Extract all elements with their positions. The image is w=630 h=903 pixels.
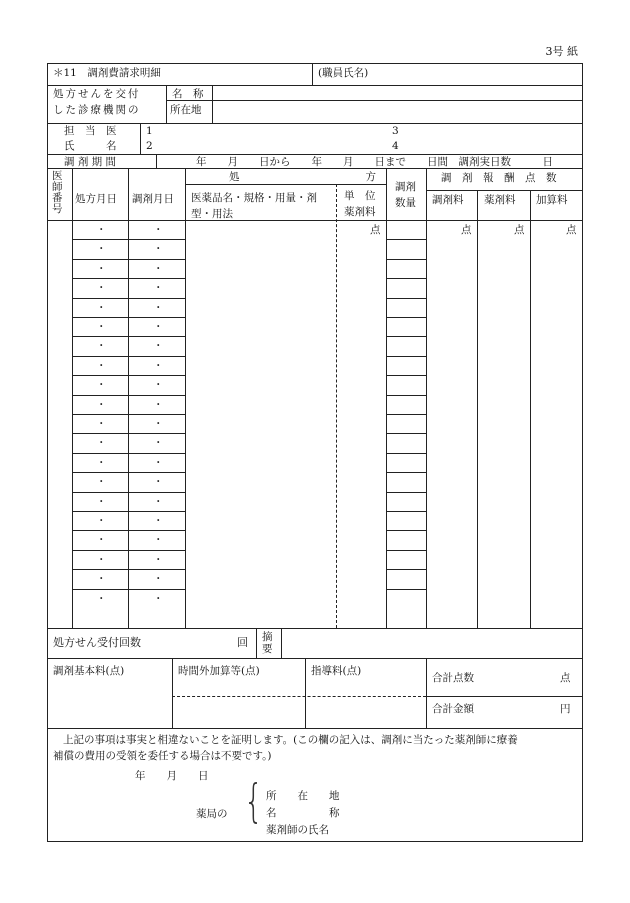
table-row[interactable] [48,375,582,394]
unit-point-dispensing-fee: 点 [461,224,472,236]
col-drug-info: 医薬品名・規格・用量・剤型・用法 [191,192,317,220]
date-dot: ・ [96,398,107,411]
date-dot: ・ [96,243,107,256]
date-dot: ・ [96,340,107,353]
col-qty-line2: 数量 [395,197,416,209]
table-row[interactable] [48,511,582,530]
date-dot: ・ [96,301,107,314]
receipt-label: 処方せん受付回数 [53,636,141,649]
pharmacy-info-field[interactable] [350,788,580,838]
date-dot: ・ [153,282,164,295]
clinic-name-field[interactable] [213,86,582,100]
table-row[interactable] [48,298,582,317]
table-row[interactable] [48,550,582,569]
doctor-slot-4[interactable]: 4 [392,140,399,152]
pharmacy-brace-icon: { [244,776,264,829]
table-row[interactable] [48,220,582,239]
date-dot: ・ [96,573,107,586]
table-row[interactable] [48,317,582,336]
date-dot: ・ [96,262,107,275]
basic-fee-field[interactable] [48,680,171,727]
col-qty-line1: 調剤 [395,181,416,193]
total-points-label: 合計点数 [432,672,474,684]
table-row[interactable] [48,414,582,433]
col-doctor-no: 医師番号 [52,170,63,215]
period-text: 年 月 日から 年 月 日まで 日間 調剤実日数 日 [196,156,553,168]
date-dot: ・ [96,321,107,333]
col-unit-line2: 薬剤料 [344,206,376,218]
date-dot: ・ [96,379,107,392]
date-dot: ・ [96,515,107,527]
guidance-fee-label: 指導料(点) [311,665,362,677]
date-dot: ・ [96,437,107,450]
receipt-count-field[interactable] [160,630,234,656]
doctor-label-line1: 担 当 医 [64,125,117,137]
summary-label: 摘要 [262,631,273,655]
date-dot: ・ [153,418,164,430]
receipt-count-unit: 回 [237,636,248,649]
date-dot: ・ [153,243,164,256]
table-row[interactable] [48,336,582,355]
date-dot: ・ [153,437,164,450]
table-row[interactable] [48,239,582,258]
date-dot: ・ [153,553,164,566]
doctor-label-line2: 氏 名 [64,140,117,152]
date-dot: ・ [96,495,107,508]
date-dot: ・ [96,359,107,372]
pharmacy-name-label: 名 称 [266,807,340,819]
clinic-label-line1: 処方せんを交付 [53,88,141,100]
guidance-fee-field[interactable] [306,697,425,727]
clinic-address-label: 所在地 [170,104,202,116]
date-dot: ・ [96,534,107,547]
date-dot: ・ [153,359,164,372]
col-prescription: 処 方 [229,171,376,183]
total-amount-unit: 円 [560,703,571,715]
pharmacist-name-label: 薬剤師の氏名 [266,824,329,836]
total-points-unit: 点 [560,672,571,684]
col-dispensing-fee: 調剤料 [432,194,464,206]
date-dot: ・ [153,592,164,605]
date-dot: ・ [153,515,164,527]
certification-date: 年 月 日 [135,770,209,782]
table-row[interactable] [48,472,582,491]
date-dot: ・ [153,534,164,547]
col-additional-fee: 加算料 [536,194,568,206]
table-row[interactable] [48,589,582,608]
certification-line1: 上記の事項は事実と相違ないことを証明します。(この欄の記入は、調剤に当たった薬剤師に療養 [63,734,518,746]
clinic-name-label: 名 称 [172,88,204,100]
date-dot: ・ [96,553,107,566]
date-dot: ・ [96,592,107,605]
basic-fee-label: 調剤基本料(点) [53,665,125,677]
unit-point-unit-price: 点 [370,224,381,236]
summary-field[interactable] [282,629,582,657]
doctor-slot-2[interactable]: 2 [146,140,153,152]
period-label: 調 剤 期 間 [64,156,117,168]
doctor-slot-1[interactable]: 1 [146,125,153,137]
date-dot: ・ [153,321,164,333]
table-row[interactable] [48,433,582,452]
overtime-fee-label: 時間外加算等(点) [178,665,260,677]
date-dot: ・ [153,340,164,353]
clinic-address-field[interactable] [213,101,582,122]
date-dot: ・ [96,418,107,430]
unit-point-additional-fee: 点 [566,224,577,236]
total-amount-label: 合計金額 [432,703,474,715]
col-drug-fee: 薬剤料 [484,194,516,206]
overtime-fee-field[interactable] [173,697,304,727]
date-dot: ・ [96,282,107,295]
pharmacy-label: 薬局の [196,808,228,820]
clinic-label-line2: した診療機関の [53,104,141,116]
certification-line2: 補償の費用の受領を委任する場合は不要です。) [53,750,272,762]
pharmacy-address-label: 所 在 地 [266,790,340,802]
table-row[interactable] [48,259,582,278]
table-row[interactable] [48,356,582,375]
date-dot: ・ [96,476,107,489]
date-dot: ・ [96,224,107,236]
date-dot: ・ [153,224,164,236]
form-title: ＊11 調剤費請求明細 [53,67,161,79]
date-dot: ・ [153,573,164,586]
col-unit-line1: 単 位 [344,190,376,202]
table-row[interactable] [48,492,582,511]
date-dot: ・ [153,262,164,275]
date-dot: ・ [96,456,107,469]
table-row[interactable] [48,569,582,588]
date-dot: ・ [153,379,164,392]
form-number: 3号 紙 [545,45,578,58]
date-dot: ・ [153,301,164,314]
table-row[interactable] [48,453,582,472]
table-row[interactable] [48,530,582,549]
date-dot: ・ [153,398,164,411]
col-disp-date: 調剤月日 [132,193,174,205]
doctor-slot-3[interactable]: 3 [392,125,399,137]
table-row[interactable] [48,278,582,297]
table-row[interactable] [48,395,582,414]
col-rx-date: 処方月日 [75,193,117,205]
staff-name-label: (職員氏名) [318,67,369,79]
col-fee-group: 調 剤 報 酬 点 数 [441,172,557,184]
date-dot: ・ [153,476,164,489]
date-dot: ・ [153,495,164,508]
date-dot: ・ [153,456,164,469]
unit-point-drug-fee: 点 [514,224,525,236]
